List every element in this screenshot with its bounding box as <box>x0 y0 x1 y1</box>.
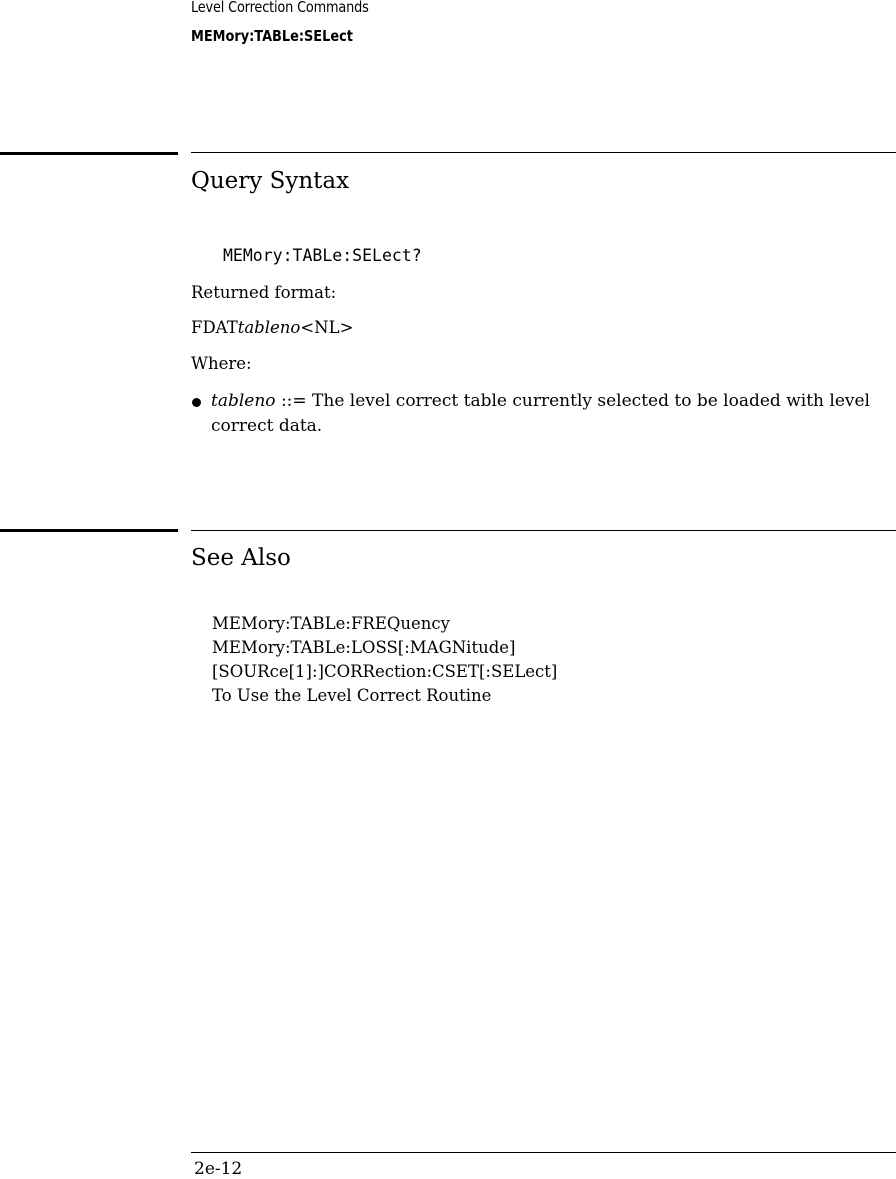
heading-query-syntax: Query Syntax <box>191 168 350 194</box>
section-bar-see-also <box>0 529 178 532</box>
format-prefix: FDAT <box>191 318 238 337</box>
bullet-icon <box>192 398 201 407</box>
see-also-list <box>212 612 557 708</box>
section-rule-see-also <box>191 530 896 531</box>
where-label: Where: <box>191 354 252 373</box>
see-also-link[interactable]: MEMory:TABLe:FREQuency <box>212 614 450 633</box>
param-description: The level correct table currently selected to be loaded with level correct data. <box>211 391 870 436</box>
returned-format-value <box>191 318 353 337</box>
running-header-section: Level Correction Commands <box>191 0 369 16</box>
format-param: tableno <box>237 318 301 337</box>
footer-rule <box>191 1152 896 1153</box>
running-header-command: MEMory:TABLe:SELect <box>191 27 353 45</box>
param-definition <box>211 389 871 439</box>
see-also-link[interactable]: To Use the Level Correct Routine <box>212 686 492 705</box>
see-also-link[interactable]: MEMory:TABLe:LOSS[:MAGNitude] <box>212 638 516 657</box>
returned-format-label: Returned format: <box>191 283 337 302</box>
page-number: 2e-12 <box>194 1159 243 1179</box>
section-rule-query-syntax <box>191 152 896 153</box>
heading-see-also: See Also <box>191 545 291 571</box>
format-suffix: <NL> <box>300 318 354 337</box>
section-bar-query-syntax <box>0 152 178 155</box>
param-name: tableno <box>211 391 276 411</box>
param-def-symbol: ::= <box>280 391 307 411</box>
query-command: MEMory:TABLe:SELect? <box>223 246 422 265</box>
see-also-link[interactable]: [SOURce[1]:]CORRection:CSET[:SELect] <box>212 662 558 681</box>
